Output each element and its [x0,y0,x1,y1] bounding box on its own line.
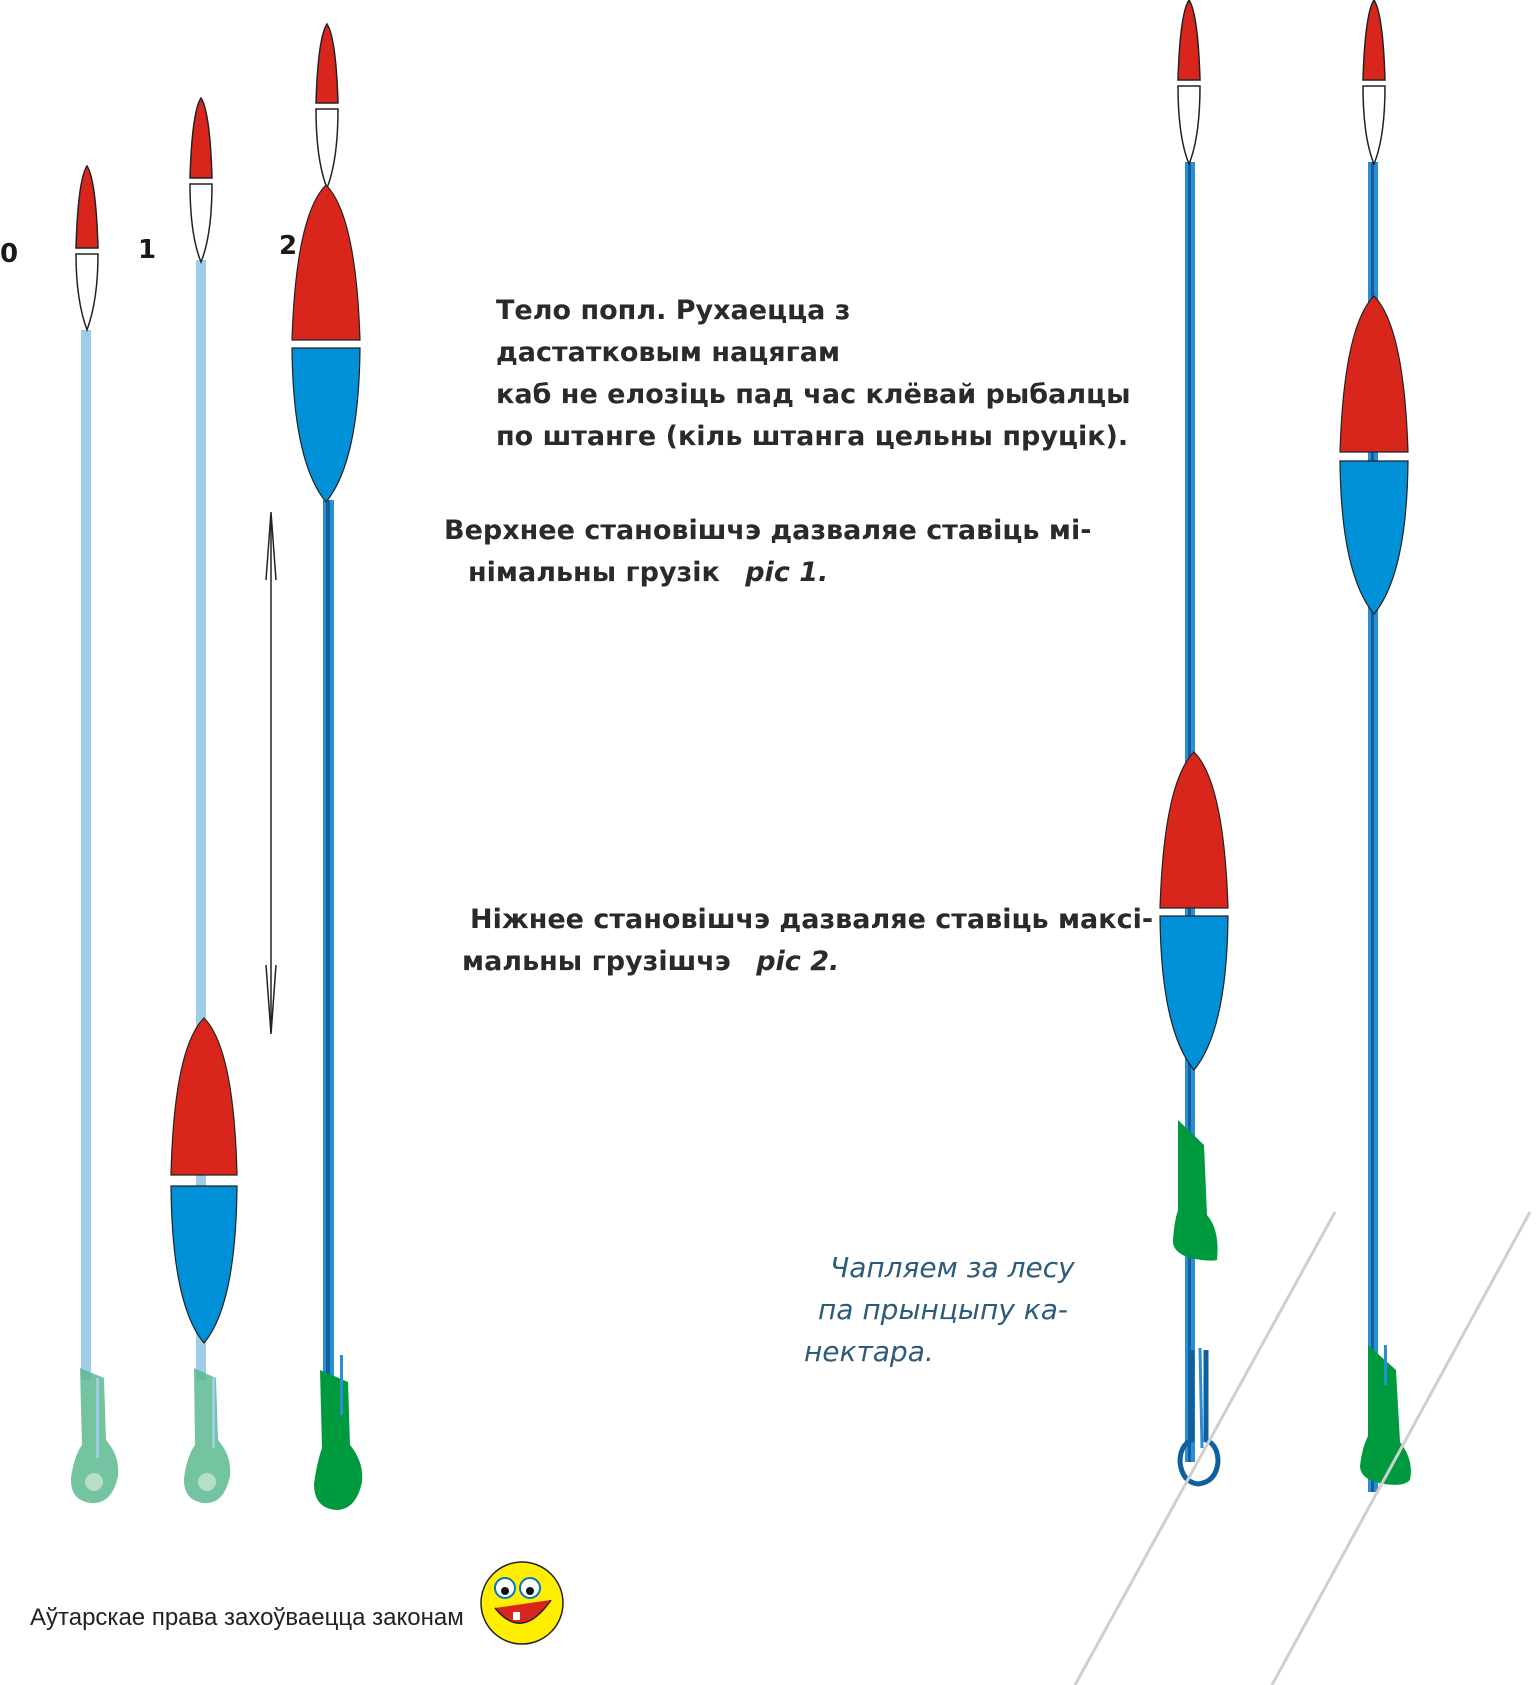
decorative-diagonals [1075,1212,1530,1685]
float-2-sinker-wire [340,1355,343,1415]
float-1-sinker-eye [198,1473,216,1491]
copyright-footer: Аўтарскае права захоўваецца законам [30,1604,464,1631]
float-2-body-blue [292,348,360,502]
float-0-sinker-wire [96,1378,99,1458]
float-2-body-red [292,185,360,340]
note-hook-line1: Чапляем за лесу [830,1251,1075,1284]
float-right-low-sinker [1173,1120,1218,1261]
float-right-high-tip-red [1363,0,1385,80]
float-1-body-red [171,1018,237,1175]
note-upper-line1: Верхнее становішчэ дазваляе ставіць мі- [444,515,1092,546]
float-0-sinker-eye [85,1473,103,1491]
float-2 [292,24,362,1510]
float-right-high-body-red [1340,296,1408,452]
note-lower [462,904,1153,977]
float-2-tip-white [316,109,338,188]
float-2-tip-red [316,24,338,103]
note-body-line4: по штанге (кіль штанга цельны пруцік). [496,421,1129,452]
note-hook-line3: нектара. [804,1335,934,1368]
float-right-low [1160,0,1228,1484]
note-upper [444,515,1091,588]
svg-text:німальны грузік ріс 1. [468,557,828,588]
float-2-stem-core [326,500,330,1380]
travel-range-arrow [266,512,276,1034]
note-body-line2: дастатковым нацягам [496,337,841,368]
float-right-high-sinker-wire [1384,1345,1387,1385]
float-1 [171,98,237,1503]
float-right-low-body-blue [1160,916,1228,1070]
float-0-tip-red [76,166,98,248]
float-right-low-hook-wire [1200,1348,1202,1448]
float-0-stem [81,330,91,1380]
float-1-body-blue [171,1186,237,1343]
float-right-high [1340,0,1411,1492]
note-body-line3: каб не елозіць пад час клёвай рыбалцы [496,379,1131,410]
float-0-tip-white [76,254,98,330]
label-one: 1 [138,235,157,265]
float-right-low-tip-red [1178,0,1200,80]
note-upper-line2-text: німальны грузік [468,557,720,588]
float-1-tip-red [190,98,212,178]
label-zero: 0 [0,239,19,269]
svg-text:мальны грузішчэ ріс 2. [462,946,839,977]
float-right-high-tip-white [1363,86,1385,164]
smiley-face-icon [481,1562,563,1644]
note-lower-line2-text: мальны грузішчэ [462,946,731,977]
float-right-low-body-red [1160,752,1228,908]
float-1-sinker-wire [212,1378,215,1448]
float-right-low-tip-white [1178,86,1200,164]
note-lower-line1: Ніжнее становішчэ дазваляе ставіць максі- [470,904,1154,935]
float-0 [71,166,118,1503]
note-upper-ref: ріс 1. [745,557,829,588]
float-1-tip-white [190,184,212,262]
note-lower-ref: ріс 2. [756,946,840,977]
label-two: 2 [279,231,298,261]
float-right-high-body-blue [1340,461,1408,614]
note-body [496,295,1131,452]
note-body-line1: Тело попл. Рухаецца з [496,295,851,326]
note-hook-line2: па прынцыпу ка- [818,1293,1068,1326]
note-hook [804,1251,1075,1368]
float-2-sinker [314,1370,362,1510]
